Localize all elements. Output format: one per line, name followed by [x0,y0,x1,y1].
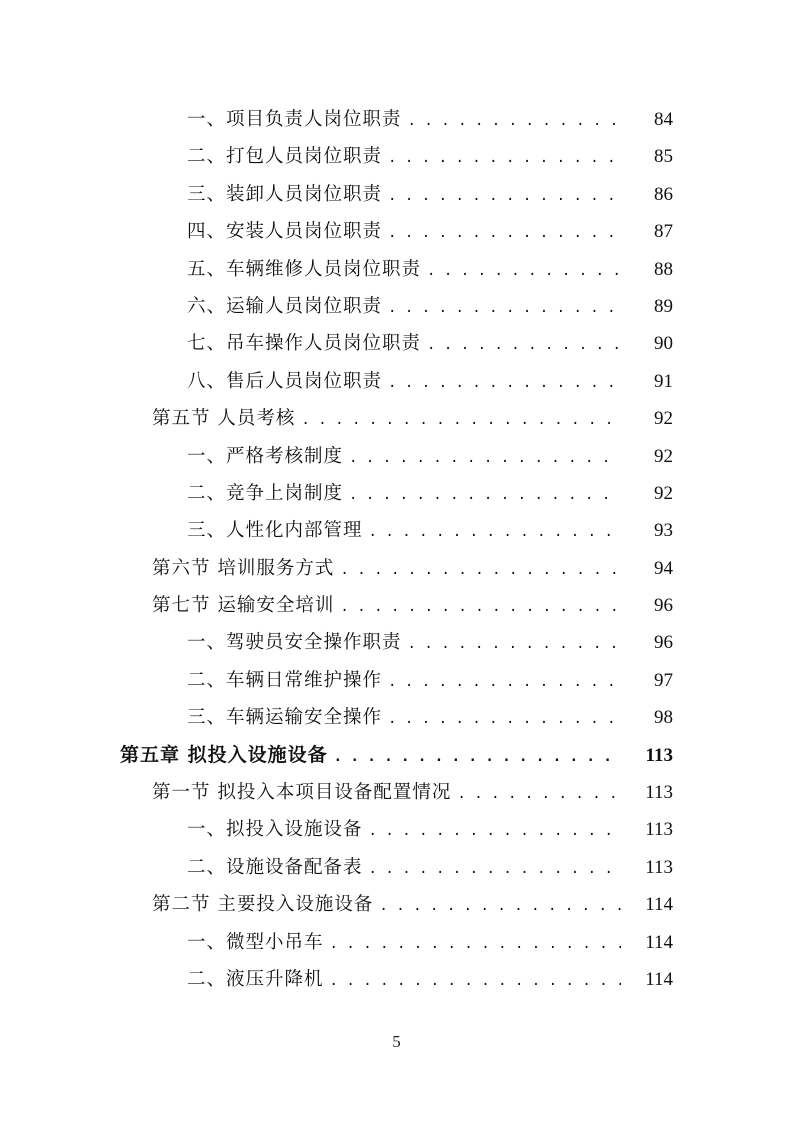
toc-entry-label: 七、吊车操作人员岗位职责 [187,333,422,355]
toc-entry-page: 96 [654,595,673,617]
toc-leader-dots [301,402,621,439]
toc-subsection-entry[interactable] [0,325,793,362]
toc-leader-dots [388,290,621,327]
toc-entry-label: 第二节 主要投入设施设备 [152,894,374,916]
toc-entry-page: 98 [654,707,673,729]
toc-entry-label: 六、运输人员岗位职责 [187,295,383,317]
toc-leader-dots [334,739,621,776]
toc-entry-page: 113 [645,819,673,841]
toc-subsection-entry[interactable] [0,662,793,699]
toc-subsection-entry[interactable] [0,363,793,400]
toc-entry-page: 113 [645,782,673,804]
toc-leader-dots [340,589,621,626]
toc-entry-label: 三、装卸人员岗位职责 [187,183,383,205]
toc-subsection-entry[interactable] [0,512,793,549]
toc-entry-page: 113 [645,856,673,878]
toc-entry-label: 一、拟投入设施设备 [187,819,363,841]
toc-entry-page: 94 [654,557,673,579]
toc-entry-label: 第五章 拟投入设施设备 [120,743,328,766]
toc-entry-label: 第五节 人员考核 [152,408,296,430]
toc-leader-dots [369,851,621,888]
toc-entry-label: 二、设施设备配备表 [187,856,363,878]
toc-entry-page: 92 [654,445,673,467]
toc-entry-label: 一、项目负责人岗位职责 [187,109,402,130]
toc-leader-dots [369,514,621,551]
toc-entry-page: 91 [654,370,673,392]
toc-entry-page: 114 [645,894,673,916]
toc-entry-label: 五、车辆维修人员岗位职责 [187,258,422,280]
toc-subsection-entry[interactable] [0,961,793,998]
toc-subsection-entry[interactable] [0,811,793,848]
toc-leader-dots [379,888,621,925]
toc-subsection-entry[interactable] [0,288,793,325]
toc-entry-label: 第七节 运输安全培训 [152,595,335,617]
toc-subsection-entry[interactable] [0,251,793,288]
toc-entry-page: 85 [654,146,673,168]
toc-entry-label: 第六节 培训服务方式 [152,557,335,579]
toc-entry-page: 90 [654,333,673,355]
toc-entry-label: 三、人性化内部管理 [187,520,363,542]
toc-leader-dots [388,664,621,701]
toc-section-entry[interactable] [0,400,793,437]
toc-subsection-entry[interactable] [0,176,793,213]
toc-leader-dots [330,963,621,1000]
toc-subsection-entry[interactable] [0,138,793,175]
toc-subsection-entry[interactable] [0,849,793,886]
toc-entry-label: 四、安装人员岗位职责 [187,221,383,243]
toc-leader-dots [388,365,621,402]
toc-chapter-entry[interactable] [0,737,793,774]
toc-entry-page: 88 [654,258,673,280]
toc-section-entry[interactable] [0,587,793,624]
toc-entry-label: 二、竞争上岗制度 [187,482,344,504]
page-number: 5 [392,1032,401,1051]
toc-subsection-entry[interactable] [0,924,793,961]
toc-leader-dots [388,178,621,215]
toc-entry-label: 三、车辆运输安全操作 [187,707,383,729]
toc-entry-label: 二、打包人员岗位职责 [187,146,383,168]
toc-leader-dots [340,552,621,589]
toc-subsection-entry[interactable] [0,213,793,250]
toc-entry-page: 87 [654,221,673,243]
table-of-contents [0,101,793,998]
toc-leader-dots [457,776,621,813]
toc-entry-page: 97 [654,669,673,691]
toc-entry-page: 113 [645,744,673,766]
toc-leader-dots [408,103,621,140]
toc-entry-page: 114 [645,968,673,990]
toc-entry-page: 86 [654,183,673,205]
toc-leader-dots [408,626,621,663]
toc-subsection-entry[interactable] [0,475,793,512]
toc-entry-label: 二、车辆日常维护操作 [187,669,383,691]
toc-section-entry[interactable] [0,550,793,587]
toc-leader-dots [349,477,621,514]
toc-entry-label: 一、微型小吊车 [187,931,324,953]
toc-leader-dots [388,215,621,252]
toc-entry-page: 92 [654,408,673,430]
toc-leader-dots [427,253,621,290]
toc-entry-label: 二、液压升降机 [187,968,324,990]
toc-entry-page: 114 [645,931,673,953]
toc-leader-dots [388,140,621,177]
toc-entry-label: 八、售后人员岗位职责 [187,370,383,392]
toc-leader-dots [427,327,621,364]
toc-entry-page: 92 [654,482,673,504]
toc-leader-dots [349,440,621,477]
toc-entry-page: 96 [654,632,673,654]
toc-section-entry[interactable] [0,774,793,811]
toc-entry-label: 一、驾驶员安全操作职责 [187,632,402,654]
toc-leader-dots [330,926,621,963]
toc-entry-label: 一、严格考核制度 [187,445,344,467]
toc-subsection-entry[interactable] [0,438,793,475]
toc-entry-page: 93 [654,520,673,542]
toc-subsection-entry[interactable] [0,699,793,736]
toc-entry-page: 84 [654,109,673,130]
toc-leader-dots [369,813,621,850]
toc-entry-label: 第一节 拟投入本项目设备配置情况 [152,782,452,804]
toc-section-entry[interactable] [0,886,793,923]
toc-leader-dots [388,701,621,738]
toc-entry-page: 89 [654,295,673,317]
toc-subsection-entry[interactable] [0,101,793,138]
toc-subsection-entry[interactable] [0,624,793,661]
